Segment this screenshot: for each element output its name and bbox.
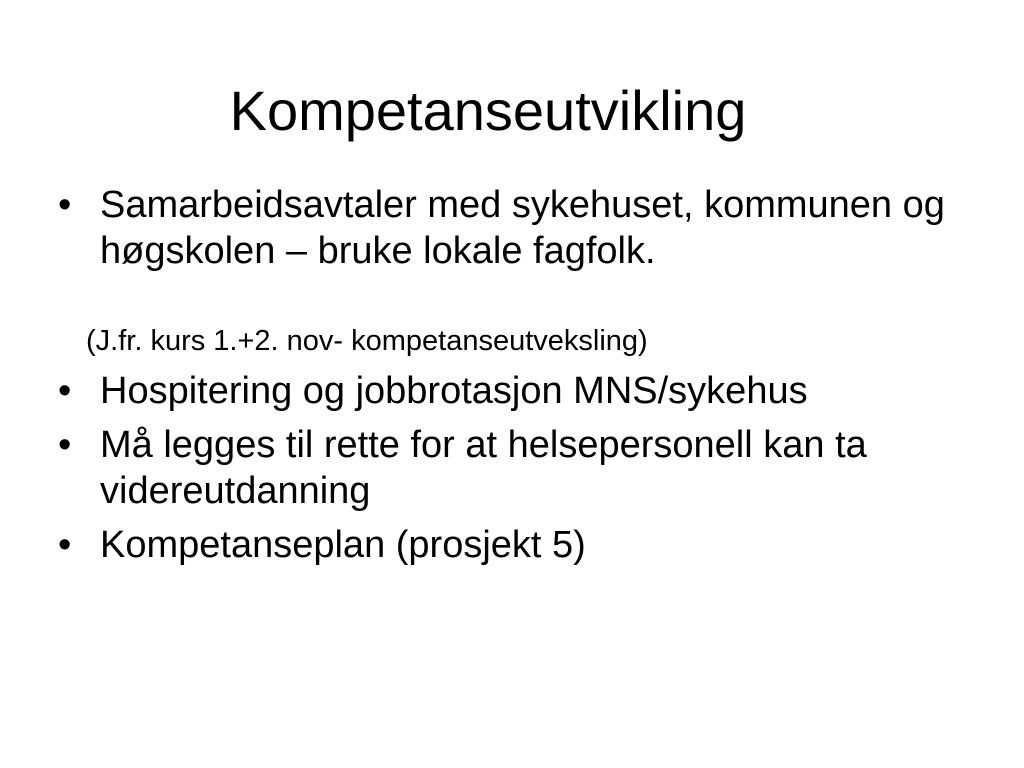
slide-title: Kompetanseutvikling <box>229 79 747 142</box>
bullet-text: Må legges til rette for at helsepersonell kan ta videreutdanning <box>100 424 867 512</box>
bullet-text: Hospitering og jobbrotasjon MNS/sykehus <box>100 370 808 412</box>
bullet-text: Kompetanseplan (prosjekt 5) <box>100 524 586 566</box>
bullet-note: (J.fr. kurs 1.+2. nov- kompetanseutveksling) <box>86 325 648 357</box>
bullet-dot-icon: • <box>58 524 72 566</box>
bullet-dot-icon: • <box>58 370 72 412</box>
bullet-dot-icon: • <box>58 184 72 226</box>
bullet-text: Samarbeidsavtaler med sykehuset, kommunen og høgskolen – bruke lokale fagfolk. <box>100 184 945 272</box>
bullet-dot-icon: • <box>58 424 72 466</box>
